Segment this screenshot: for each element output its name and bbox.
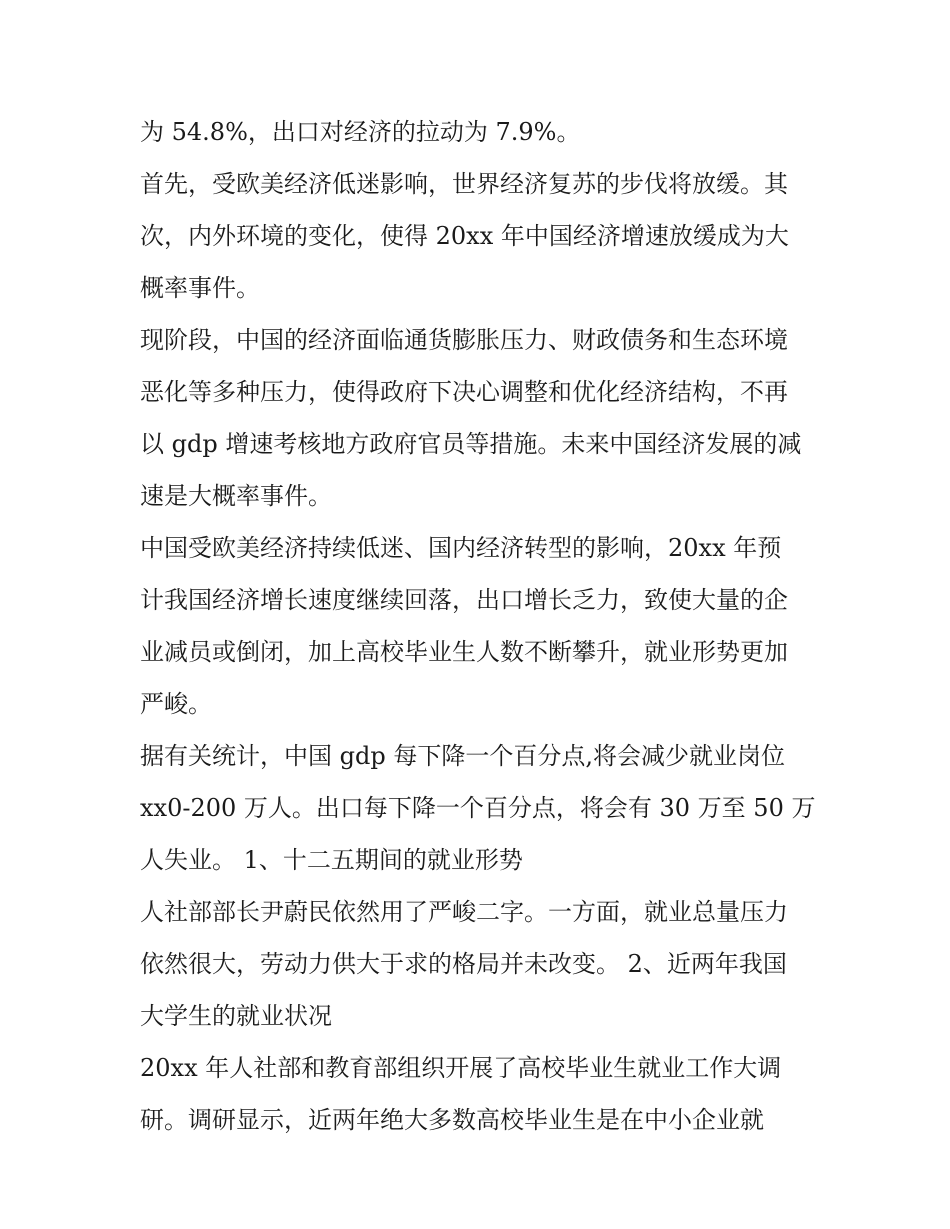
text-line: 人社部部长尹蔚民依然用了严峻二字。一方面，就业总量压力 [140,898,788,926]
text-line: 中国受欧美经济持续低迷、国内经济转型的影响，20xx 年预 [140,534,782,562]
text-line: 据有关统计，中国 gdp 每下降一个百分点,将会减少就业岗位 [140,742,785,770]
text-line: 人失业。 1、十二五期间的就业形势 [140,846,523,874]
text-line: 现阶段，中国的经济面临通货膨胀压力、财政债务和生态环境 [140,326,788,354]
text-line: 20xx 年人社部和教育部组织开展了高校毕业生就业工作大调 [140,1054,782,1082]
text-line: 首先，受欧美经济低迷影响，世界经济复苏的步伐将放缓。其 [140,170,788,198]
text-line: 为 54.8%，出口对经济的拉动为 7.9%。 [140,118,581,146]
text-line: xx0-200 万人。出口每下降一个百分点，将会有 30 万至 50 万 [140,794,816,822]
text-line: 速是大概率事件。 [140,482,332,510]
text-line: 概率事件。 [140,274,260,302]
text-line: 恶化等多种压力，使得政府下决心调整和优化经济结构，不再 [140,378,788,406]
text-line: 以 gdp 增速考核地方政府官员等措施。未来中国经济发展的减 [140,430,802,458]
text-line: 研。调研显示，近两年绝大多数高校毕业生是在中小企业就 [140,1106,764,1134]
text-line: 严峻。 [140,690,212,718]
text-line: 大学生的就业状况 [140,1002,332,1030]
text-line: 依然很大，劳动力供大于求的格局并未改变。 2、近两年我国 [140,950,787,978]
text-line: 业减员或倒闭，加上高校毕业生人数不断攀升，就业形势更加 [140,638,788,666]
text-line: 次，内外环境的变化，使得 20xx 年中国经济增速放缓成为大 [140,222,789,250]
document-body [140,106,820,1146]
text-line: 计我国经济增长速度继续回落，出口增长乏力，致使大量的企 [140,586,788,614]
